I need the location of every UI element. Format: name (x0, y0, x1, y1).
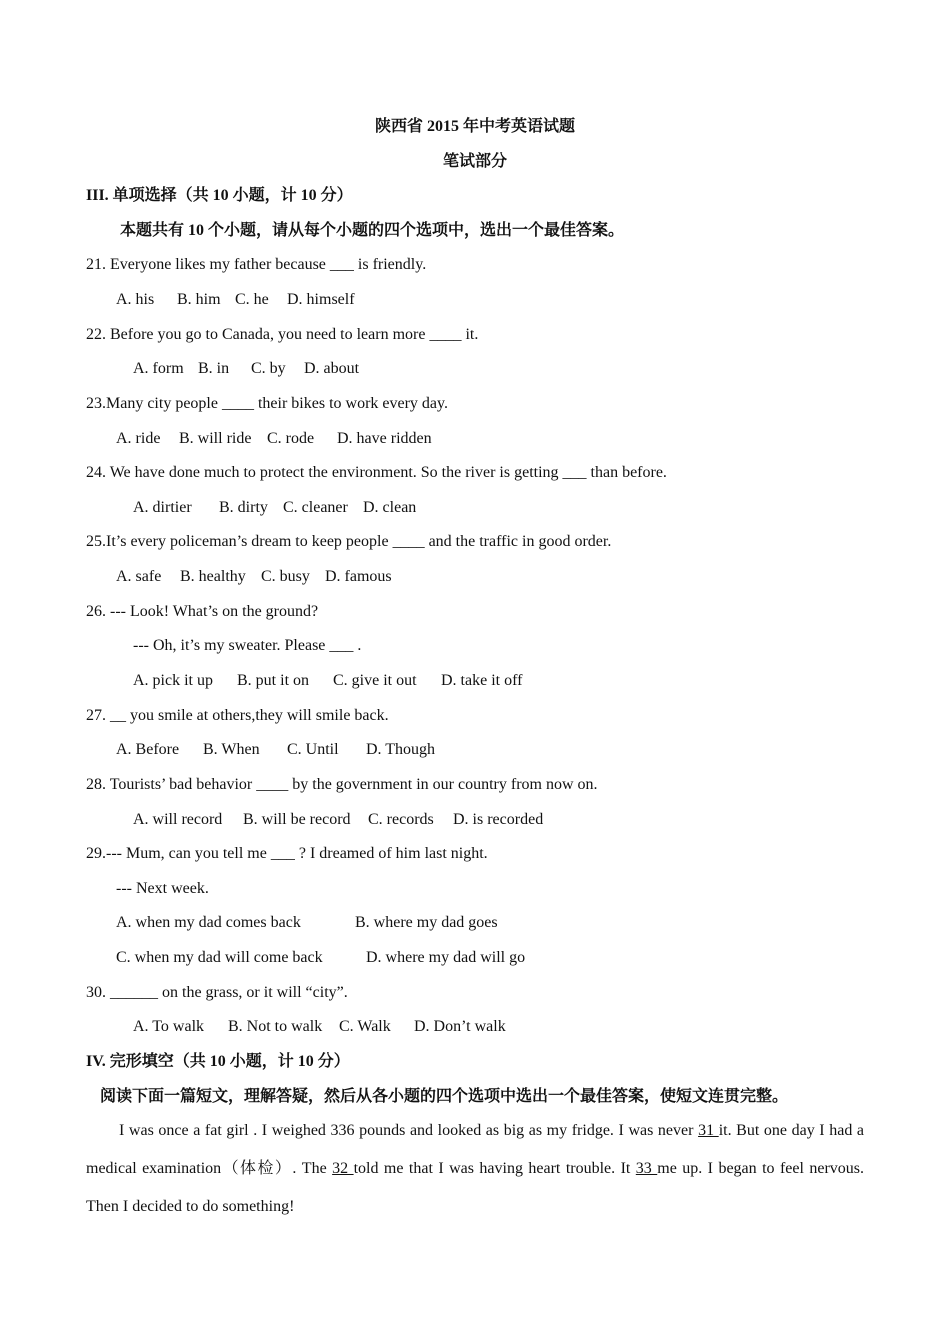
cloze-blank-31: 31 (698, 1122, 719, 1139)
q22-option-c: C. by (251, 360, 286, 377)
cloze-text-2: it. But one day I had a medical examination（体检）. The (86, 1122, 865, 1177)
q26-reply: --- Oh, it’s my sweater. Please ___ . (133, 637, 362, 654)
q22-option-b: B. in (198, 360, 230, 377)
cloze-text-3: told me that I was having heart trouble. It (353, 1160, 636, 1177)
q26-option-a: A. pick it up (133, 672, 213, 689)
q28-options (133, 810, 543, 830)
section4-heading: IV. 完形填空（共 10 小题，计 10 分） (86, 1053, 350, 1070)
q22-stem: 22. Before you go to Canada, you need to learn more ____ it. (86, 326, 479, 343)
q28-option-d: D. is recorded (453, 811, 544, 828)
q28-option-c: C. records (368, 811, 434, 828)
q21-option-d: D. himself (287, 291, 355, 308)
cloze-text-4: me up. I began to feel nervous. Then I decided to do something! (86, 1160, 865, 1215)
q29-options-row1 (116, 913, 498, 933)
section3-instruction: 本题共有 10 个小题，请从每个小题的四个选项中，选出一个最佳答案。 (120, 222, 625, 239)
q21-stem: 21. Everyone likes my father because ___ is friendly. (86, 256, 427, 273)
cloze-blank-32: 32 (332, 1160, 354, 1177)
q28-option-b: B. will be record (243, 811, 351, 828)
q26-option-d: D. take it off (441, 672, 523, 689)
q25-option-d: D. famous (325, 568, 392, 585)
q25-stem: 25.It’s every policeman’s dream to keep people ____ and the traffic in good order. (86, 533, 612, 550)
section4-instruction: 阅读下面一篇短文，理解答疑，然后从各小题的四个选项中选出一个最佳答案，使短文连贯完整。 (100, 1088, 789, 1105)
q28-option-a: A. will record (133, 811, 223, 828)
cloze-blank-33: 33 (635, 1160, 658, 1177)
q27-option-b: B. When (203, 741, 260, 758)
q24-options (133, 498, 416, 518)
q25-option-c: C. busy (261, 568, 310, 585)
q24-stem: 24. We have done much to protect the environment. So the river is getting ___ than before. (86, 464, 667, 481)
q30-option-d: D. Don’t walk (414, 1018, 506, 1035)
q21-option-c: C. he (235, 291, 269, 308)
q24-option-d: D. clean (363, 499, 417, 516)
page-subtitle: 笔试部分 (442, 153, 507, 170)
q30-option-a: A. To walk (133, 1018, 205, 1035)
cloze-passage (86, 1112, 864, 1226)
q29-stem: 29.--- Mum, can you tell me ___ ? I dreamed of him last night. (86, 845, 488, 862)
q22-option-a: A. form (133, 360, 184, 377)
q26-stem: 26. --- Look! What’s on the ground? (86, 603, 319, 620)
q23-option-c: C. rode (267, 430, 315, 447)
q24-option-c: C. cleaner (283, 499, 348, 516)
q21-options (116, 290, 355, 310)
q28-stem: 28. Tourists’ bad behavior ____ by the government in our country from now on. (86, 776, 598, 793)
q29-reply: --- Next week. (116, 880, 209, 897)
q24-option-b: B. dirty (219, 499, 268, 516)
q27-option-d: D. Though (366, 741, 436, 758)
q27-option-a: A. Before (116, 741, 180, 758)
q30-stem: 30. ______ on the grass, or it will “city”. (86, 984, 348, 1001)
q23-option-a: A. ride (116, 430, 161, 447)
q29-option-c: C. when my dad will come back (116, 949, 323, 966)
q22-option-d: D. about (304, 360, 360, 377)
q27-option-c: C. Until (287, 741, 339, 758)
q23-options (116, 429, 432, 449)
q29-option-d: D. where my dad will go (366, 949, 526, 966)
q23-stem: 23.Many city people ____ their bikes to work every day. (86, 395, 448, 412)
q24-option-a: A. dirtier (133, 499, 192, 516)
page-title: 陕西省 2015 年中考英语试题 (374, 118, 575, 135)
q30-option-c: C. Walk (339, 1018, 391, 1035)
q25-options (116, 567, 392, 587)
q27-stem: 27. __ you smile at others,they will smile back. (86, 707, 389, 724)
q22-options (133, 359, 359, 379)
q30-option-b: B. Not to walk (228, 1018, 323, 1035)
q29-option-a: A. when my dad comes back (116, 914, 301, 931)
cloze-text-1: I was once a fat girl . I weighed 336 pounds and looked as big as my fridge. I was never (119, 1122, 694, 1139)
q30-options (133, 1017, 506, 1037)
q26-options (133, 671, 522, 691)
q27-options (116, 740, 435, 760)
q25-option-a: A. safe (116, 568, 162, 585)
section3-heading: III. 单项选择（共 10 小题，计 10 分） (86, 187, 353, 204)
q26-option-b: B. put it on (237, 672, 310, 689)
q23-option-b: B. will ride (179, 430, 252, 447)
q29-options-row2 (116, 948, 525, 968)
q26-option-c: C. give it out (333, 672, 417, 689)
q21-option-a: A. his (116, 291, 155, 308)
q21-option-b: B. him (177, 291, 221, 308)
q23-option-d: D. have ridden (337, 430, 432, 447)
q25-option-b: B. healthy (180, 568, 246, 585)
q29-option-b: B. where my dad goes (355, 914, 498, 931)
